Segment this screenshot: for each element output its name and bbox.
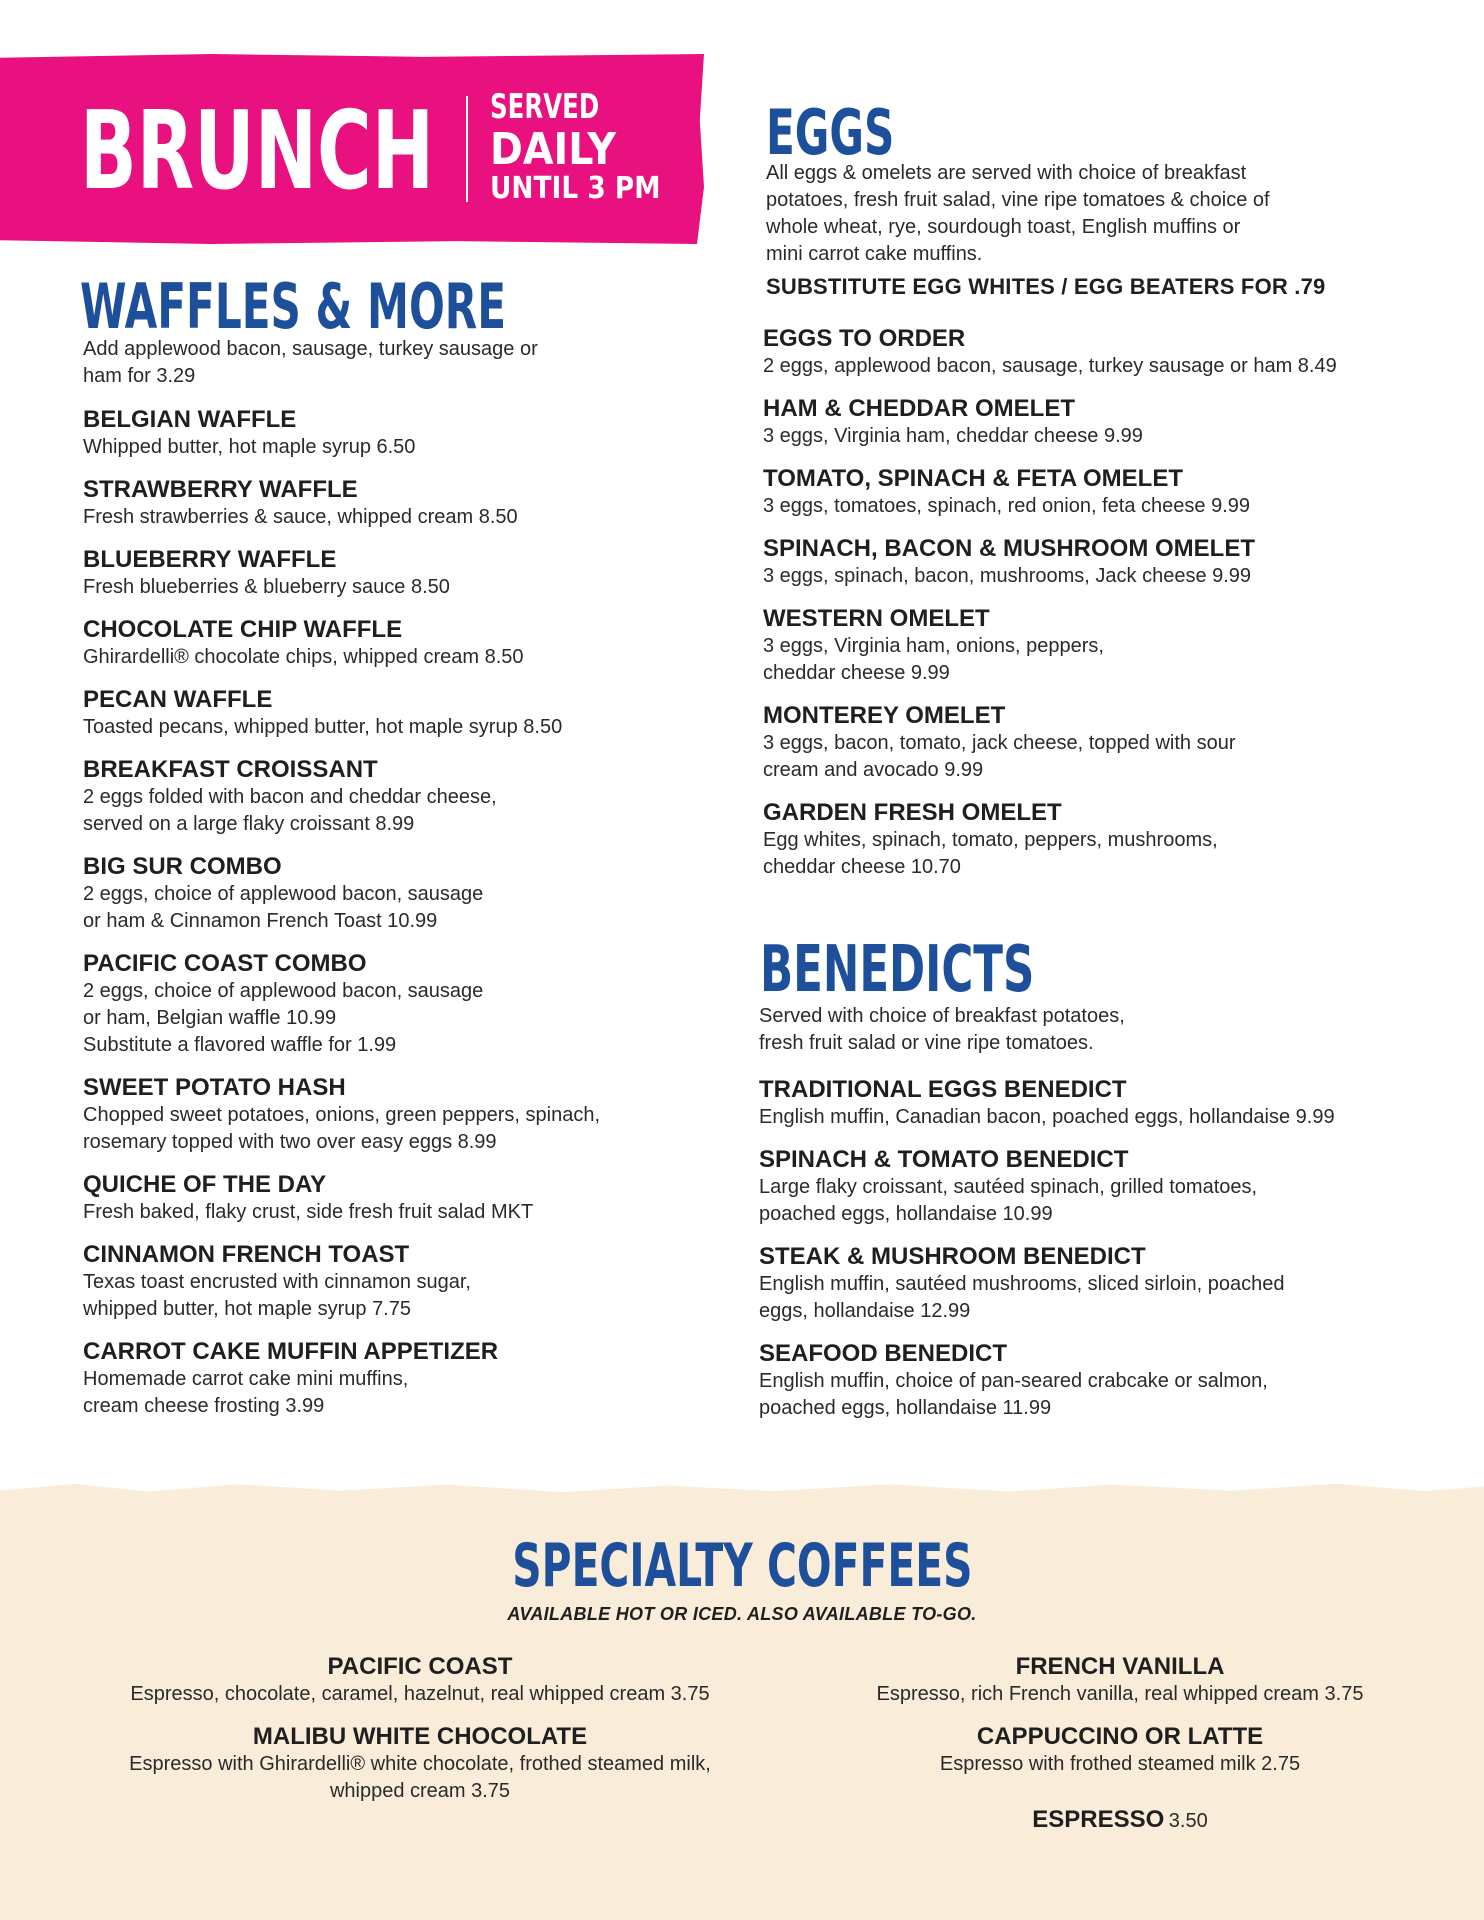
menu-item — [83, 616, 723, 671]
espresso-name: ESPRESSO — [1032, 1806, 1165, 1833]
menu-item — [83, 546, 723, 601]
menu-item — [759, 1340, 1459, 1422]
menu-item — [83, 406, 723, 461]
item-description: Whipped butter, hot maple syrup 6.50 — [83, 436, 416, 458]
espresso-item — [820, 1806, 1420, 1834]
item-description: 2 eggs, choice of applewood bacon, sausage or ham & Cinnamon French Toast 10.99 — [83, 883, 484, 932]
item-name: BREAKFAST CROISSANT — [83, 756, 378, 783]
banner-until: UNTIL 3 PM — [490, 171, 661, 206]
item-name: PACIFIC COAST COMBO — [83, 950, 367, 977]
brunch-title: BRUNCH — [80, 89, 435, 214]
item-description: 2 eggs folded with bacon and cheddar cheese, served on a large flaky croissant 8.99 — [83, 786, 497, 835]
coffees-heading: SPECIALTY COFFEES — [511, 1531, 973, 1601]
item-name: MALIBU WHITE CHOCOLATE — [252, 1723, 588, 1750]
menu-item — [83, 853, 723, 935]
item-description: Homemade carrot cake mini muffins, cream cheese frosting 3.99 — [83, 1368, 409, 1417]
item-name: CAPPUCCINO OR LATTE — [976, 1723, 1264, 1750]
item-name: MONTEREY OMELET — [763, 702, 1006, 729]
waffles-list — [83, 406, 723, 1435]
eggs-heading: EGGS — [766, 96, 895, 169]
coffee-list-right — [800, 1653, 1440, 1793]
coffee-title-wrap — [0, 1531, 1484, 1601]
item-description: 3 eggs, Virginia ham, cheddar cheese 9.99 — [763, 425, 1143, 447]
item-description: Espresso, rich French vanilla, real whipped cream 3.75 — [876, 1683, 1364, 1705]
item-name: BIG SUR COMBO — [83, 853, 282, 880]
item-description: 3 eggs, bacon, tomato, jack cheese, topped with sour cream and avocado 9.99 — [763, 732, 1236, 781]
item-description: 3 eggs, tomatoes, spinach, red onion, feta cheese 9.99 — [763, 495, 1250, 517]
menu-item — [763, 325, 1463, 380]
item-description: 2 eggs, choice of applewood bacon, sausage or ham, Belgian waffle 10.99 Substitute a flavored waffle for 1.99 — [83, 980, 484, 1056]
item-name: HAM & CHEDDAR OMELET — [763, 395, 1075, 422]
item-name: PACIFIC COAST — [327, 1653, 513, 1680]
banner-served: SERVED — [490, 87, 600, 127]
item-name: STRAWBERRY WAFFLE — [83, 476, 358, 503]
espresso-price: 3.50 — [1168, 1810, 1208, 1832]
item-description: English muffin, sautéed mushrooms, sliced sirloin, poached eggs, hollandaise 12.99 — [759, 1273, 1285, 1322]
item-name: EGGS TO ORDER — [763, 325, 966, 352]
item-name: SPINACH, BACON & MUSHROOM OMELET — [763, 535, 1255, 562]
menu-item — [83, 950, 723, 1059]
item-name: TRADITIONAL EGGS BENEDICT — [759, 1076, 1127, 1103]
item-name: BLUEBERRY WAFFLE — [83, 546, 337, 573]
item-description: Texas toast encrusted with cinnamon sugar, whipped butter, hot maple syrup 7.75 — [83, 1271, 471, 1320]
menu-item — [83, 756, 723, 838]
item-description: Espresso with frothed steamed milk 2.75 — [939, 1753, 1301, 1775]
item-name: QUICHE OF THE DAY — [83, 1171, 327, 1198]
coffees-subheading: AVAILABLE HOT OR ICED. ALSO AVAILABLE TO-GO. — [507, 1604, 977, 1624]
item-name: FRENCH VANILLA — [1015, 1653, 1225, 1680]
egg-substitute-note: SUBSTITUTE EGG WHITES / EGG BEATERS FOR .79 — [766, 274, 1326, 299]
menu-item — [763, 605, 1463, 687]
coffee-list-left — [40, 1653, 800, 1820]
item-description: Espresso, chocolate, caramel, hazelnut, real whipped cream 3.75 — [130, 1683, 710, 1705]
menu-item — [759, 1076, 1459, 1131]
menu-item — [800, 1723, 1440, 1778]
item-name: CARROT CAKE MUFFIN APPETIZER — [83, 1338, 499, 1365]
menu-item — [763, 799, 1463, 881]
item-description: English muffin, choice of pan-seared crabcake or salmon, poached eggs, hollandaise 11.99 — [759, 1370, 1268, 1419]
menu-item — [763, 395, 1463, 450]
menu-item — [83, 476, 723, 531]
item-name: STEAK & MUSHROOM BENEDICT — [759, 1243, 1146, 1270]
item-name: CINNAMON FRENCH TOAST — [83, 1241, 410, 1268]
item-description: Toasted pecans, whipped butter, hot maple syrup 8.50 — [83, 716, 563, 738]
item-name: CHOCOLATE CHIP WAFFLE — [83, 616, 403, 643]
benedicts-intro: Served with choice of breakfast potatoes, fresh fruit salad or vine ripe tomatoes. — [759, 1005, 1125, 1054]
banner-divider — [466, 96, 468, 202]
item-description: Ghirardelli® chocolate chips, whipped cream 8.50 — [83, 646, 524, 668]
item-description: English muffin, Canadian bacon, poached eggs, hollandaise 9.99 — [759, 1106, 1335, 1128]
item-name: SEAFOOD BENEDICT — [759, 1340, 1008, 1367]
menu-item — [83, 1241, 723, 1323]
item-description: Fresh baked, flaky crust, side fresh fruit salad MKT — [83, 1201, 534, 1223]
item-description: Fresh strawberries & sauce, whipped cream 8.50 — [83, 506, 518, 528]
menu-item — [800, 1653, 1440, 1708]
eggs-intro: All eggs & omelets are served with choice of breakfast potatoes, fresh fruit salad, vine ripe tomatoes & choice of whole wheat, rye, sourdough toast, English muffins or mini carrot cake muffins. — [766, 162, 1270, 265]
item-name: PECAN WAFFLE — [83, 686, 273, 713]
item-description: 2 eggs, applewood bacon, sausage, turkey sausage or ham 8.49 — [763, 355, 1337, 377]
menu-item — [83, 686, 723, 741]
benedicts-heading: BENEDICTS — [760, 933, 1035, 1007]
item-name: SWEET POTATO HASH — [83, 1074, 346, 1101]
menu-item — [759, 1243, 1459, 1325]
waffles-intro: Add applewood bacon, sausage, turkey sausage or ham for 3.29 — [83, 338, 538, 387]
item-description: 3 eggs, Virginia ham, onions, peppers, cheddar cheese 9.99 — [763, 635, 1104, 684]
item-name: SPINACH & TOMATO BENEDICT — [759, 1146, 1129, 1173]
waffles-heading: WAFFLES & MORE — [80, 270, 507, 343]
item-description: Large flaky croissant, sautéed spinach, grilled tomatoes, poached eggs, hollandaise 10.99 — [759, 1176, 1258, 1225]
menu-item — [763, 535, 1463, 590]
item-name: TOMATO, SPINACH & FETA OMELET — [763, 465, 1183, 492]
menu-item — [759, 1146, 1459, 1228]
menu-item — [83, 1171, 723, 1226]
menu-item — [40, 1653, 800, 1708]
banner-daily: DAILY — [490, 124, 616, 175]
benedicts-list — [759, 1076, 1459, 1437]
item-description: Egg whites, spinach, tomato, peppers, mushrooms, cheddar cheese 10.70 — [763, 829, 1218, 878]
menu-item — [83, 1074, 723, 1156]
menu-item — [40, 1723, 800, 1805]
item-name: WESTERN OMELET — [763, 605, 990, 632]
menu-item — [763, 702, 1463, 784]
menu-item — [763, 465, 1463, 520]
item-name: BELGIAN WAFFLE — [83, 406, 297, 433]
item-description: Espresso with Ghirardelli® white chocolate, frothed steamed milk, whipped cream 3.75 — [129, 1753, 711, 1802]
item-description: 3 eggs, spinach, bacon, mushrooms, Jack cheese 9.99 — [763, 565, 1252, 587]
item-description: Chopped sweet potatoes, onions, green peppers, spinach, rosemary topped with two over easy eggs 8.99 — [83, 1104, 601, 1153]
menu-item — [83, 1338, 723, 1420]
item-description: Fresh blueberries & blueberry sauce 8.50 — [83, 576, 450, 598]
eggs-list — [763, 325, 1463, 896]
item-name: GARDEN FRESH OMELET — [763, 799, 1062, 826]
